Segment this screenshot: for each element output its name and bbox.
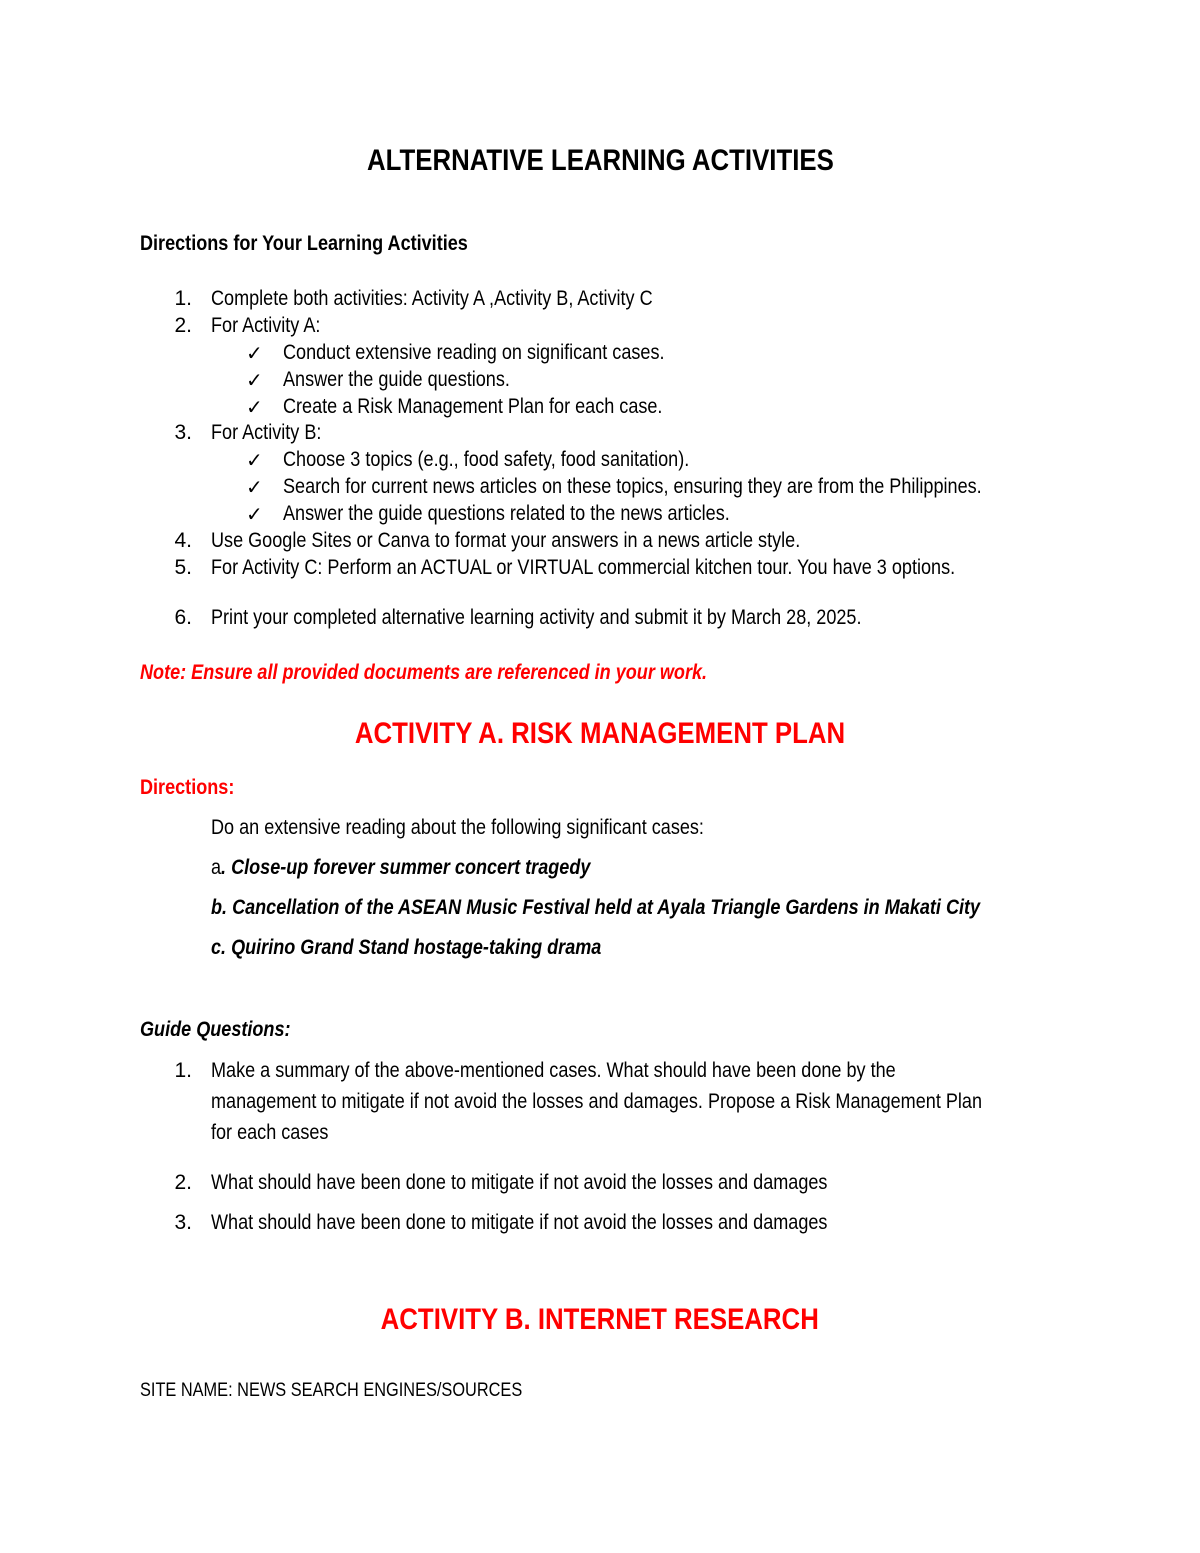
- case-item: b. Cancellation of the ASEAN Music Festival held at Ayala Triangle Gardens in Makati City: [211, 896, 981, 919]
- activity-b-heading: ACTIVITY B. INTERNET RESEARCH: [380, 1303, 820, 1336]
- list-item: For Activity B:: [211, 421, 322, 444]
- list-item: For Activity A:: [211, 314, 321, 337]
- question-line: for each cases: [211, 1121, 329, 1144]
- checklist-item: Create a Risk Management Plan for each case.: [283, 395, 663, 418]
- directions-heading: Directions for Your Learning Activities: [140, 232, 468, 255]
- checkmark-icon: ✓: [246, 504, 263, 526]
- list-number: 5.: [174, 556, 192, 579]
- checkmark-icon: ✓: [246, 370, 263, 392]
- checklist-item: Answer the guide questions.: [283, 368, 510, 391]
- list-number: 2.: [174, 314, 192, 337]
- list-number: 4.: [174, 529, 192, 552]
- checklist-item: Answer the guide questions related to the news articles.: [283, 502, 730, 525]
- guide-questions-label: Guide Questions:: [140, 1018, 291, 1041]
- checklist-item: Search for current news articles on these topics, ensuring they are from the Philippines.: [283, 475, 982, 498]
- checkmark-icon: ✓: [246, 397, 263, 419]
- list-item: Complete both activities: Activity A ,Activity B, Activity C: [211, 287, 653, 310]
- cases-intro: Do an extensive reading about the following significant cases:: [211, 816, 704, 839]
- checkmark-icon: ✓: [246, 343, 263, 365]
- question-line: What should have been done to mitigate if not avoid the losses and damages: [211, 1171, 828, 1194]
- document-title: ALTERNATIVE LEARNING ACTIVITIES: [366, 144, 834, 177]
- list-item: Use Google Sites or Canva to format your answers in a news article style.: [211, 529, 801, 552]
- question-number: 1.: [174, 1059, 192, 1082]
- list-number: 3.: [174, 421, 192, 444]
- directions-label: Directions:: [140, 776, 235, 799]
- question-line: management to mitigate if not avoid the losses and damages. Propose a Risk Management Plan: [211, 1090, 983, 1113]
- list-item: For Activity C: Perform an ACTUAL or VIRTUAL commercial kitchen tour. You have 3 options.: [211, 556, 956, 579]
- list-number: 6.: [174, 606, 192, 629]
- case-item: c. Quirino Grand Stand hostage-taking drama: [211, 936, 602, 959]
- checklist-item: Choose 3 topics (e.g., food safety, food sanitation).: [283, 448, 690, 471]
- question-line: What should have been done to mitigate if not avoid the losses and damages: [211, 1211, 828, 1234]
- site-name-line: SITE NAME: NEWS SEARCH ENGINES/SOURCES: [140, 1380, 523, 1401]
- question-line: Make a summary of the above-mentioned cases. What should have been done by the: [211, 1059, 896, 1082]
- question-number: 2.: [174, 1171, 192, 1194]
- checklist-item: Conduct extensive reading on significant cases.: [283, 341, 665, 364]
- question-number: 3.: [174, 1211, 192, 1234]
- list-number: 1.: [174, 287, 192, 310]
- activity-a-heading: ACTIVITY A. RISK MANAGEMENT PLAN: [354, 717, 846, 750]
- checkmark-icon: ✓: [246, 450, 263, 472]
- list-item: Print your completed alternative learning activity and submit it by March 28, 2025.: [211, 606, 862, 629]
- case-item: a. Close-up forever summer concert tragedy: [211, 856, 591, 879]
- note-text: Note: Ensure all provided documents are referenced in your work.: [140, 661, 708, 684]
- checkmark-icon: ✓: [246, 477, 263, 499]
